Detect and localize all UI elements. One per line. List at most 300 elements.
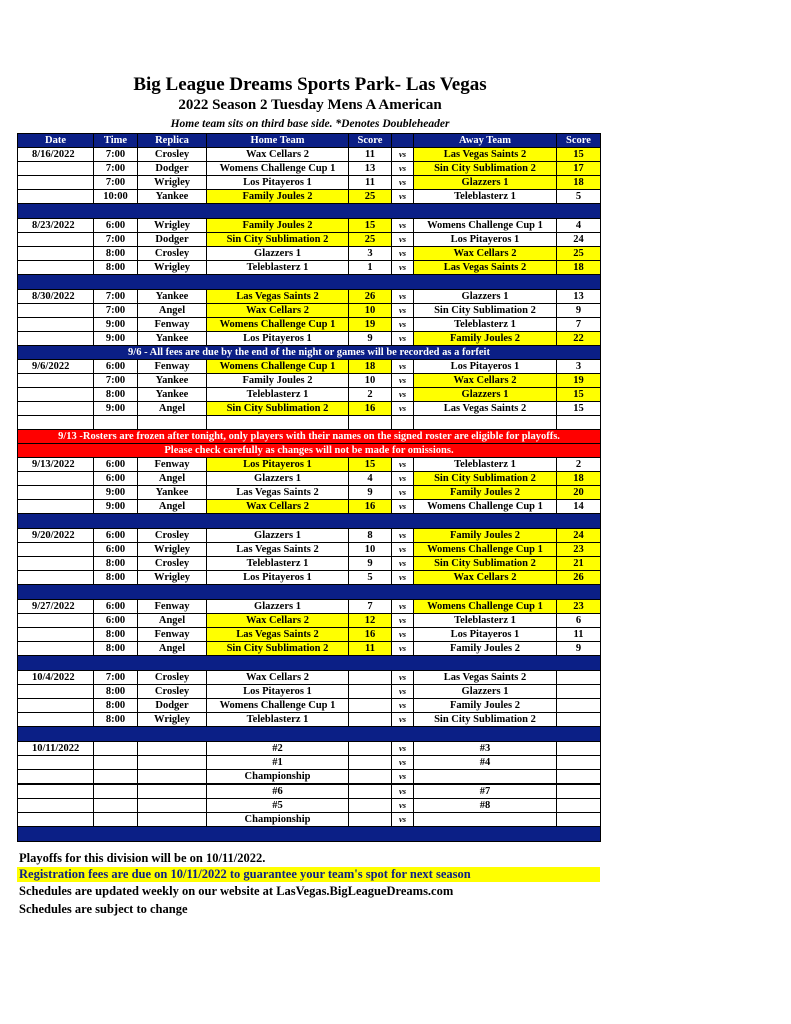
away-score-cell: 2 — [557, 458, 601, 472]
time-cell: 10:00 — [94, 190, 138, 204]
home-score-cell: 9 — [349, 557, 392, 571]
vs-cell: vs — [392, 756, 414, 770]
game-row — [18, 557, 601, 571]
away-team-cell: #4 — [414, 756, 557, 770]
home-score-cell — [349, 685, 392, 699]
time-cell: 8:00 — [94, 388, 138, 402]
home-team-cell: Teleblasterz 1 — [207, 261, 349, 275]
replica-field-cell: Yankee — [138, 190, 207, 204]
home-score-cell — [349, 756, 392, 770]
date-cell: 8/30/2022 — [18, 290, 94, 304]
date-cell — [18, 543, 94, 557]
home-team-cell: Family Joules 2 — [207, 190, 349, 204]
date-cell: 9/6/2022 — [18, 360, 94, 374]
time-cell: 7:00 — [94, 233, 138, 247]
home-score-cell — [349, 784, 392, 799]
away-score-cell — [557, 671, 601, 685]
game-row — [18, 571, 601, 585]
home-team-cell: Teleblasterz 1 — [207, 388, 349, 402]
time-cell: 6:00 — [94, 529, 138, 543]
away-score-cell — [557, 770, 601, 785]
page-title: Big League Dreams Sports Park- Las Vegas — [133, 74, 487, 95]
time-cell: 9:00 — [94, 332, 138, 346]
away-score-cell: 9 — [557, 642, 601, 656]
home-team-cell: Las Vegas Saints 2 — [207, 543, 349, 557]
replica-field-cell: Crosley — [138, 685, 207, 699]
replica-field-cell: Yankee — [138, 486, 207, 500]
away-score-cell: 20 — [557, 486, 601, 500]
away-team-cell: Teleblasterz 1 — [414, 614, 557, 628]
vs-cell: vs — [392, 290, 414, 304]
blank-cell — [557, 416, 601, 430]
away-team-cell: Family Joules 2 — [414, 642, 557, 656]
time-cell: 8:00 — [94, 247, 138, 261]
away-team-cell: Teleblasterz 1 — [414, 190, 557, 204]
replica-field-cell: Fenway — [138, 360, 207, 374]
away-score-cell — [557, 799, 601, 813]
vs-cell: vs — [392, 148, 414, 162]
home-score-cell: 11 — [349, 148, 392, 162]
vs-cell: vs — [392, 529, 414, 543]
home-score-cell: 7 — [349, 600, 392, 614]
date-cell — [18, 332, 94, 346]
week-separator — [18, 514, 601, 529]
game-row — [18, 699, 601, 713]
replica-field-cell: Dodger — [138, 699, 207, 713]
replica-field-cell: Angel — [138, 402, 207, 416]
away-score-cell — [557, 685, 601, 699]
home-team-cell: #2 — [207, 742, 349, 756]
home-team-cell: Teleblasterz 1 — [207, 713, 349, 727]
away-team-cell: Glazzers 1 — [414, 388, 557, 402]
col-header-vs — [392, 134, 414, 148]
home-score-cell: 10 — [349, 543, 392, 557]
page-subtitle: 2022 Season 2 Tuesday Mens A American — [178, 97, 442, 113]
away-team-cell: Los Pitayeros 1 — [414, 628, 557, 642]
away-team-cell: Womens Challenge Cup 1 — [414, 500, 557, 514]
time-cell — [94, 756, 138, 770]
date-cell — [18, 770, 94, 785]
game-row — [18, 176, 601, 190]
time-cell: 8:00 — [94, 261, 138, 275]
away-team-cell: Family Joules 2 — [414, 529, 557, 543]
vs-cell: vs — [392, 261, 414, 275]
date-cell — [18, 756, 94, 770]
home-score-cell: 8 — [349, 529, 392, 543]
date-cell — [18, 500, 94, 514]
replica-field-cell: Dodger — [138, 233, 207, 247]
week-separator — [18, 656, 601, 671]
away-team-cell: Las Vegas Saints 2 — [414, 402, 557, 416]
home-score-cell: 9 — [349, 486, 392, 500]
away-team-cell: Sin City Sublimation 2 — [414, 162, 557, 176]
away-score-cell: 6 — [557, 614, 601, 628]
home-team-cell: Sin City Sublimation 2 — [207, 642, 349, 656]
home-team-note: Home team sits on third base side. *Denotes Doubleheader — [170, 118, 450, 130]
blank-cell — [18, 416, 94, 430]
home-score-cell — [349, 742, 392, 756]
col-header-home-team: Home Team — [207, 134, 349, 148]
game-row — [18, 290, 601, 304]
roster-notice-row — [18, 444, 601, 458]
away-score-cell: 3 — [557, 360, 601, 374]
game-row — [18, 304, 601, 318]
home-team-cell: Los Pitayeros 1 — [207, 685, 349, 699]
vs-cell: vs — [392, 713, 414, 727]
home-team-cell: Los Pitayeros 1 — [207, 571, 349, 585]
home-team-cell: Glazzers 1 — [207, 529, 349, 543]
home-team-cell: Wax Cellars 2 — [207, 500, 349, 514]
game-row — [18, 374, 601, 388]
away-score-cell: 15 — [557, 148, 601, 162]
replica-field-cell: Yankee — [138, 290, 207, 304]
replica-field-cell: Crosley — [138, 671, 207, 685]
time-cell — [94, 784, 138, 799]
replica-field-cell: Angel — [138, 614, 207, 628]
home-team-cell: Glazzers 1 — [207, 472, 349, 486]
away-score-cell: 15 — [557, 388, 601, 402]
away-team-cell: Los Pitayeros 1 — [414, 360, 557, 374]
replica-field-cell: Angel — [138, 642, 207, 656]
vs-cell: vs — [392, 557, 414, 571]
week-separator — [18, 204, 601, 219]
vs-cell: vs — [392, 642, 414, 656]
date-cell: 9/13/2022 — [18, 458, 94, 472]
game-row — [18, 261, 601, 275]
away-score-cell: 22 — [557, 332, 601, 346]
vs-cell: vs — [392, 162, 414, 176]
blank-cell — [94, 416, 138, 430]
replica-field-cell — [138, 813, 207, 827]
separator-bar — [18, 827, 601, 842]
time-cell: 8:00 — [94, 685, 138, 699]
replica-field-cell: Angel — [138, 500, 207, 514]
home-score-cell: 13 — [349, 162, 392, 176]
date-cell — [18, 784, 94, 799]
home-score-cell: 11 — [349, 642, 392, 656]
home-team-cell: #1 — [207, 756, 349, 770]
home-score-cell: 12 — [349, 614, 392, 628]
home-score-cell — [349, 699, 392, 713]
home-team-cell: Wax Cellars 2 — [207, 304, 349, 318]
away-score-cell: 15 — [557, 402, 601, 416]
away-team-cell: Teleblasterz 1 — [414, 318, 557, 332]
game-row — [18, 360, 601, 374]
game-row — [18, 685, 601, 699]
col-header-time: Time — [94, 134, 138, 148]
time-cell: 9:00 — [94, 486, 138, 500]
game-row — [18, 458, 601, 472]
replica-field-cell — [138, 784, 207, 799]
away-score-cell: 18 — [557, 472, 601, 486]
separator-bar — [18, 204, 601, 219]
away-team-cell: Womens Challenge Cup 1 — [414, 600, 557, 614]
replica-field-cell: Angel — [138, 472, 207, 486]
blank-cell — [392, 416, 414, 430]
away-team-cell: Glazzers 1 — [414, 176, 557, 190]
vs-cell: vs — [392, 614, 414, 628]
away-team-cell: Las Vegas Saints 2 — [414, 671, 557, 685]
home-team-cell: Wax Cellars 2 — [207, 671, 349, 685]
away-team-cell: Teleblasterz 1 — [414, 458, 557, 472]
time-cell: 6:00 — [94, 219, 138, 233]
replica-field-cell — [138, 799, 207, 813]
week-separator — [18, 585, 601, 600]
time-cell: 7:00 — [94, 374, 138, 388]
date-cell — [18, 190, 94, 204]
home-score-cell: 16 — [349, 402, 392, 416]
home-team-cell: Family Joules 2 — [207, 374, 349, 388]
away-score-cell — [557, 742, 601, 756]
week-separator — [18, 275, 601, 290]
home-score-cell: 15 — [349, 219, 392, 233]
home-score-cell: 2 — [349, 388, 392, 402]
home-team-cell: Los Pitayeros 1 — [207, 332, 349, 346]
away-score-cell: 11 — [557, 628, 601, 642]
away-score-cell: 18 — [557, 176, 601, 190]
game-row — [18, 402, 601, 416]
replica-field-cell: Wrigley — [138, 713, 207, 727]
time-cell: 8:00 — [94, 557, 138, 571]
away-team-cell: #7 — [414, 784, 557, 799]
home-score-cell: 18 — [349, 360, 392, 374]
home-score-cell: 15 — [349, 458, 392, 472]
time-cell: 6:00 — [94, 614, 138, 628]
away-score-cell: 5 — [557, 190, 601, 204]
vs-cell: vs — [392, 543, 414, 557]
home-team-cell: Las Vegas Saints 2 — [207, 290, 349, 304]
separator-bar — [18, 727, 601, 742]
time-cell: 6:00 — [94, 458, 138, 472]
game-row — [18, 388, 601, 402]
game-row — [18, 742, 601, 756]
blank-cell — [414, 416, 557, 430]
vs-cell: vs — [392, 374, 414, 388]
time-cell — [94, 813, 138, 827]
home-score-cell: 1 — [349, 261, 392, 275]
replica-field-cell: Wrigley — [138, 571, 207, 585]
date-cell — [18, 318, 94, 332]
vs-cell: vs — [392, 813, 414, 827]
website-note: Schedules are updated weekly on our website at LasVegas.BigLeagueDreams.com — [19, 884, 454, 898]
separator-bar — [18, 514, 601, 529]
game-row — [18, 642, 601, 656]
away-team-cell: Sin City Sublimation 2 — [414, 713, 557, 727]
game-row — [18, 247, 601, 261]
away-team-cell: Las Vegas Saints 2 — [414, 261, 557, 275]
date-cell: 10/11/2022 — [18, 742, 94, 756]
game-row — [18, 219, 601, 233]
game-row — [18, 543, 601, 557]
date-cell — [18, 699, 94, 713]
home-team-cell: Wax Cellars 2 — [207, 148, 349, 162]
date-cell — [18, 388, 94, 402]
home-team-cell: #6 — [207, 784, 349, 799]
vs-cell: vs — [392, 190, 414, 204]
table-header-row — [18, 134, 601, 148]
game-row — [18, 600, 601, 614]
vs-cell: vs — [392, 176, 414, 190]
home-score-cell: 10 — [349, 374, 392, 388]
away-team-cell: Sin City Sublimation 2 — [414, 557, 557, 571]
away-score-cell: 24 — [557, 529, 601, 543]
replica-field-cell: Crosley — [138, 247, 207, 261]
time-cell: 8:00 — [94, 642, 138, 656]
away-team-cell: Womens Challenge Cup 1 — [414, 219, 557, 233]
away-team-cell: Family Joules 2 — [414, 486, 557, 500]
game-row — [18, 671, 601, 685]
date-cell: 8/16/2022 — [18, 148, 94, 162]
away-team-cell: Wax Cellars 2 — [414, 374, 557, 388]
fees-notice-row — [18, 346, 601, 360]
away-team-cell: Glazzers 1 — [414, 685, 557, 699]
date-cell — [18, 472, 94, 486]
home-team-cell: Glazzers 1 — [207, 600, 349, 614]
date-cell — [18, 571, 94, 585]
away-team-cell: Glazzers 1 — [414, 290, 557, 304]
date-cell — [18, 374, 94, 388]
date-cell — [18, 628, 94, 642]
vs-cell: vs — [392, 571, 414, 585]
date-cell — [18, 304, 94, 318]
away-team-cell — [414, 813, 557, 827]
replica-field-cell: Fenway — [138, 458, 207, 472]
col-header-replica: Replica — [138, 134, 207, 148]
replica-field-cell — [138, 742, 207, 756]
week-separator — [18, 827, 601, 842]
replica-field-cell — [138, 770, 207, 785]
home-score-cell: 25 — [349, 233, 392, 247]
home-team-cell: Sin City Sublimation 2 — [207, 233, 349, 247]
away-score-cell: 17 — [557, 162, 601, 176]
date-cell — [18, 642, 94, 656]
vs-cell: vs — [392, 332, 414, 346]
playoffs-note: Playoffs for this division will be on 10/11/2022. — [19, 851, 266, 865]
home-score-cell: 19 — [349, 318, 392, 332]
time-cell: 6:00 — [94, 600, 138, 614]
vs-cell: vs — [392, 233, 414, 247]
home-score-cell: 9 — [349, 332, 392, 346]
home-score-cell: 5 — [349, 571, 392, 585]
vs-cell: vs — [392, 472, 414, 486]
vs-cell: vs — [392, 388, 414, 402]
home-score-cell: 25 — [349, 190, 392, 204]
home-team-cell: #5 — [207, 799, 349, 813]
registration-note: Registration fees are due on 10/11/2022 to guarantee your team's spot for next season — [17, 867, 600, 882]
game-row — [18, 233, 601, 247]
game-row — [18, 318, 601, 332]
game-row — [18, 784, 601, 799]
home-team-cell: Womens Challenge Cup 1 — [207, 318, 349, 332]
replica-field-cell: Crosley — [138, 557, 207, 571]
date-cell — [18, 713, 94, 727]
home-score-cell — [349, 813, 392, 827]
time-cell: 7:00 — [94, 304, 138, 318]
game-row — [18, 799, 601, 813]
date-cell: 9/20/2022 — [18, 529, 94, 543]
date-cell — [18, 176, 94, 190]
home-score-cell — [349, 799, 392, 813]
game-row — [18, 190, 601, 204]
time-cell: 7:00 — [94, 148, 138, 162]
date-cell — [18, 261, 94, 275]
away-score-cell: 23 — [557, 600, 601, 614]
away-score-cell: 19 — [557, 374, 601, 388]
vs-cell: vs — [392, 742, 414, 756]
vs-cell: vs — [392, 402, 414, 416]
replica-field-cell — [138, 756, 207, 770]
away-score-cell — [557, 699, 601, 713]
vs-cell: vs — [392, 770, 414, 785]
vs-cell: vs — [392, 799, 414, 813]
home-score-cell: 3 — [349, 247, 392, 261]
away-score-cell — [557, 713, 601, 727]
replica-field-cell: Crosley — [138, 148, 207, 162]
home-team-cell: Los Pitayeros 1 — [207, 176, 349, 190]
date-cell — [18, 799, 94, 813]
vs-cell: vs — [392, 628, 414, 642]
game-row — [18, 332, 601, 346]
time-cell: 9:00 — [94, 402, 138, 416]
away-team-cell: Sin City Sublimation 2 — [414, 304, 557, 318]
vs-cell: vs — [392, 219, 414, 233]
col-header-date: Date — [18, 134, 94, 148]
replica-field-cell: Yankee — [138, 374, 207, 388]
replica-field-cell: Fenway — [138, 628, 207, 642]
home-score-cell — [349, 671, 392, 685]
time-cell: 8:00 — [94, 713, 138, 727]
vs-cell: vs — [392, 360, 414, 374]
away-score-cell — [557, 784, 601, 799]
date-cell: 9/27/2022 — [18, 600, 94, 614]
schedule-table — [17, 133, 601, 842]
vs-cell: vs — [392, 699, 414, 713]
home-team-cell: Championship — [207, 813, 349, 827]
home-team-cell: Womens Challenge Cup 1 — [207, 699, 349, 713]
away-score-cell: 4 — [557, 219, 601, 233]
separator-bar — [18, 585, 601, 600]
away-team-cell: Womens Challenge Cup 1 — [414, 543, 557, 557]
away-team-cell: Los Pitayeros 1 — [414, 233, 557, 247]
vs-cell: vs — [392, 600, 414, 614]
away-team-cell: Wax Cellars 2 — [414, 247, 557, 261]
vs-cell: vs — [392, 304, 414, 318]
vs-cell: vs — [392, 486, 414, 500]
away-score-cell: 7 — [557, 318, 601, 332]
time-cell — [94, 799, 138, 813]
date-cell: 8/23/2022 — [18, 219, 94, 233]
time-cell: 6:00 — [94, 360, 138, 374]
vs-cell: vs — [392, 685, 414, 699]
replica-field-cell: Yankee — [138, 388, 207, 402]
replica-field-cell: Wrigley — [138, 261, 207, 275]
game-row — [18, 486, 601, 500]
vs-cell: vs — [392, 671, 414, 685]
game-row — [18, 529, 601, 543]
home-score-cell — [349, 713, 392, 727]
away-score-cell: 9 — [557, 304, 601, 318]
time-cell: 8:00 — [94, 699, 138, 713]
date-cell — [18, 557, 94, 571]
time-cell: 9:00 — [94, 318, 138, 332]
home-score-cell: 26 — [349, 290, 392, 304]
blank-cell — [349, 416, 392, 430]
away-team-cell: Las Vegas Saints 2 — [414, 148, 557, 162]
replica-field-cell: Yankee — [138, 332, 207, 346]
week-separator — [18, 727, 601, 742]
vs-cell: vs — [392, 247, 414, 261]
away-team-cell: #3 — [414, 742, 557, 756]
